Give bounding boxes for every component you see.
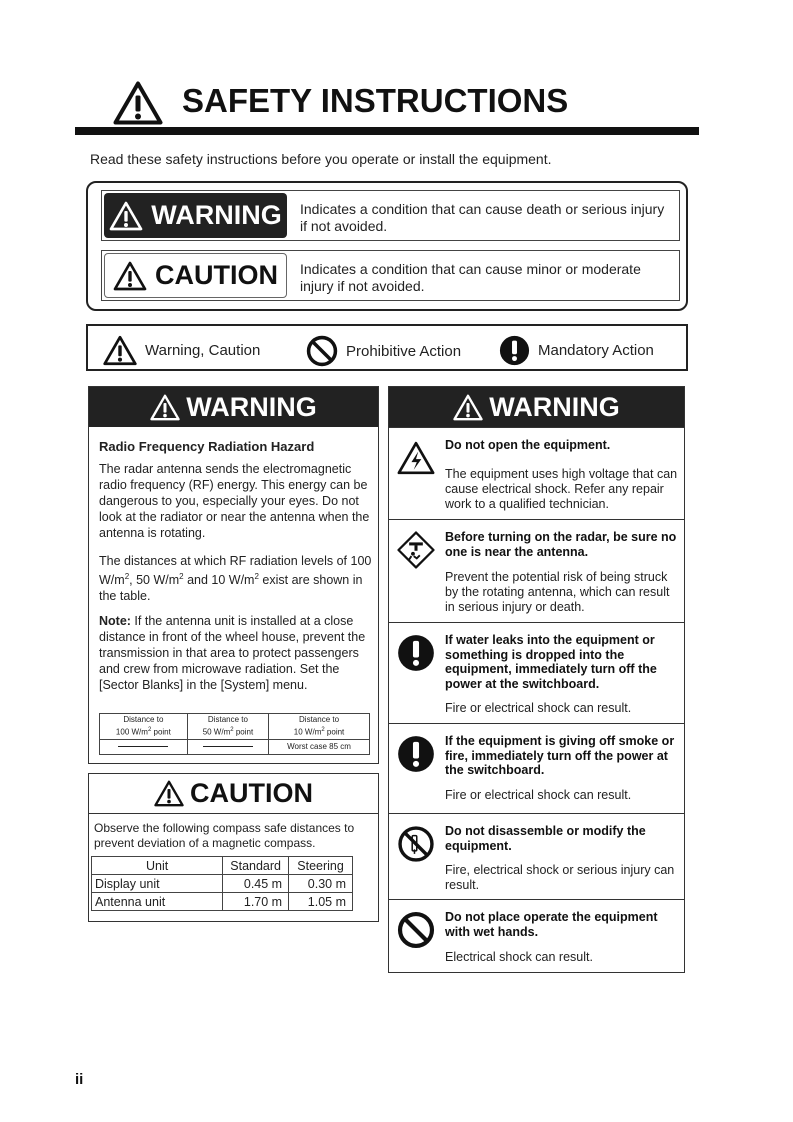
warning-label: WARNING (151, 200, 282, 230)
page-number: ii (75, 1071, 84, 1088)
rf-warning-panel (88, 386, 379, 764)
warning-item-text: Fire or electrical shock can result. (445, 701, 632, 715)
table-cell: Antenna unit (92, 893, 223, 911)
warning-triangle-icon (113, 80, 163, 126)
no-disassembly-icon (397, 824, 435, 864)
compass-distance-table (91, 856, 353, 911)
warning-item (389, 813, 684, 899)
warning-item-text: Electrical shock can result. (445, 950, 593, 964)
equipment-warning-panel (388, 386, 685, 973)
panel-heading (89, 774, 378, 814)
panel-heading (389, 387, 684, 427)
heading-label: WARNING (186, 391, 317, 422)
warning-item (389, 723, 684, 813)
warning-triangle-icon (150, 394, 180, 421)
rf-distance-table (99, 713, 370, 755)
table-header: Unit (92, 857, 223, 875)
table-cell: 0.45 m (223, 875, 289, 893)
heading-label: WARNING (489, 391, 620, 422)
mandatory-icon (397, 633, 435, 673)
legend-label: Mandatory Action (538, 342, 654, 359)
warning-item (389, 519, 684, 622)
table-cell: Display unit (92, 875, 223, 893)
warning-item-text: Fire or electrical shock can result. (445, 788, 632, 802)
table-cell (100, 739, 188, 754)
warning-triangle-icon (154, 780, 184, 807)
table-header: Steering (289, 857, 353, 875)
title-rule (75, 127, 699, 135)
mandatory-icon (397, 734, 435, 774)
warning-label-badge (104, 193, 287, 238)
table-cell: Worst case 85 cm (269, 739, 370, 754)
warning-item-title: Do not open the equipment. (445, 438, 611, 452)
warning-definition: Indicates a condition that can cause death or serious injury if not avoided. (300, 201, 665, 234)
warning-triangle-icon (453, 394, 483, 421)
warning-triangle-icon (103, 335, 137, 366)
rf-distances-paragraph: The distances at which RF radiation levels of 100 $W/m^2$, 50 $W/m^2$ and 10 $W/m^2$ exist are shown in the table. (99, 554, 372, 604)
rf-note: Note: If the antenna unit is installed at a close distance in front of the wheel house, prevent the transmission in that area to protect passengers and crew from microwave radiation. Set the [Sector Blanks] in the [System] menu. (99, 614, 366, 692)
table-header: Distance to 50 $W/m^2$ point (187, 714, 268, 740)
table-cell: 1.70 m (223, 893, 289, 911)
heading-label: CAUTION (190, 778, 313, 808)
table-cell: 1.05 m (289, 893, 353, 911)
electric-shock-icon (397, 438, 435, 478)
prohibitive-icon (306, 335, 338, 367)
warning-item (389, 427, 684, 519)
warning-item-text: The equipment uses high voltage that can cause electrical shock. Refer any repair work to a qualified technician. (445, 467, 678, 511)
rf-hazard-subheading: Radio Frequency Radiation Hazard (99, 439, 315, 454)
panel-heading (89, 387, 378, 427)
legend-label: Prohibitive Action (346, 342, 462, 360)
table-row (92, 875, 353, 893)
table-header: Distance to 10 $W/m^2$ point (269, 714, 370, 740)
caution-label: CAUTION (155, 260, 278, 290)
legend-prohibitive (306, 335, 461, 367)
symbol-legend (86, 324, 688, 371)
warning-item-title: If the equipment is giving off smoke or fire, immediately turn off the power at the switchboard. (445, 734, 675, 777)
rf-paragraph: The radar antenna sends the electromagnetic radio frequency (RF) energy. This energy can be dangerous to you, especially your eyes. Do not look at the radiator or near the antenna when the antenna is rotating. (99, 462, 370, 540)
intro-text: Read these safety instructions before you operate or install the equipment. (90, 151, 552, 167)
page-title: SAFETY INSTRUCTIONS (182, 82, 569, 119)
warning-item-title: Do not place operate the equipment with wet hands. (445, 910, 658, 939)
definition-warning (101, 190, 680, 241)
legend-label: Warning, Caution (145, 342, 261, 359)
warning-item (389, 899, 684, 973)
warning-item-title: If water leaks into the equipment or something is dropped into the equipment, immediately turn off the power at the switchboard. (445, 633, 657, 691)
mandatory-icon (499, 335, 530, 366)
compass-caution-text: Observe the following compass safe distances to prevent deviation of a magnetic compass. (94, 821, 355, 850)
table-header: Distance to 100 $W/m^2$ point (100, 714, 188, 740)
table-row (92, 893, 353, 911)
table-cell (187, 739, 268, 754)
table-cell: 0.30 m (289, 875, 353, 893)
warning-item-title: Do not disassemble or modify the equipment. (445, 824, 646, 853)
legend-mandatory (499, 335, 654, 366)
warning-item-text: Fire, electrical shock or serious injury can result. (445, 863, 675, 892)
caution-definition: Indicates a condition that can cause minor or moderate injury if not avoided. (300, 261, 641, 294)
prohibitive-icon (397, 910, 435, 950)
legend-warning-caution (103, 335, 260, 366)
warning-triangle-icon (109, 201, 143, 231)
table-header: Standard (223, 857, 289, 875)
warning-item-title: Before turning on the radar, be sure no one is near the antenna. (445, 530, 677, 559)
caution-label-badge (104, 253, 287, 298)
warning-item (389, 622, 684, 723)
compass-caution-panel (88, 773, 379, 922)
definition-caution (101, 250, 680, 301)
warning-triangle-icon (113, 261, 147, 291)
rotating-antenna-icon (397, 530, 435, 570)
warning-item-text: Prevent the potential risk of being struck by the rotating antenna, which can result in serious injury or death. (445, 570, 670, 614)
